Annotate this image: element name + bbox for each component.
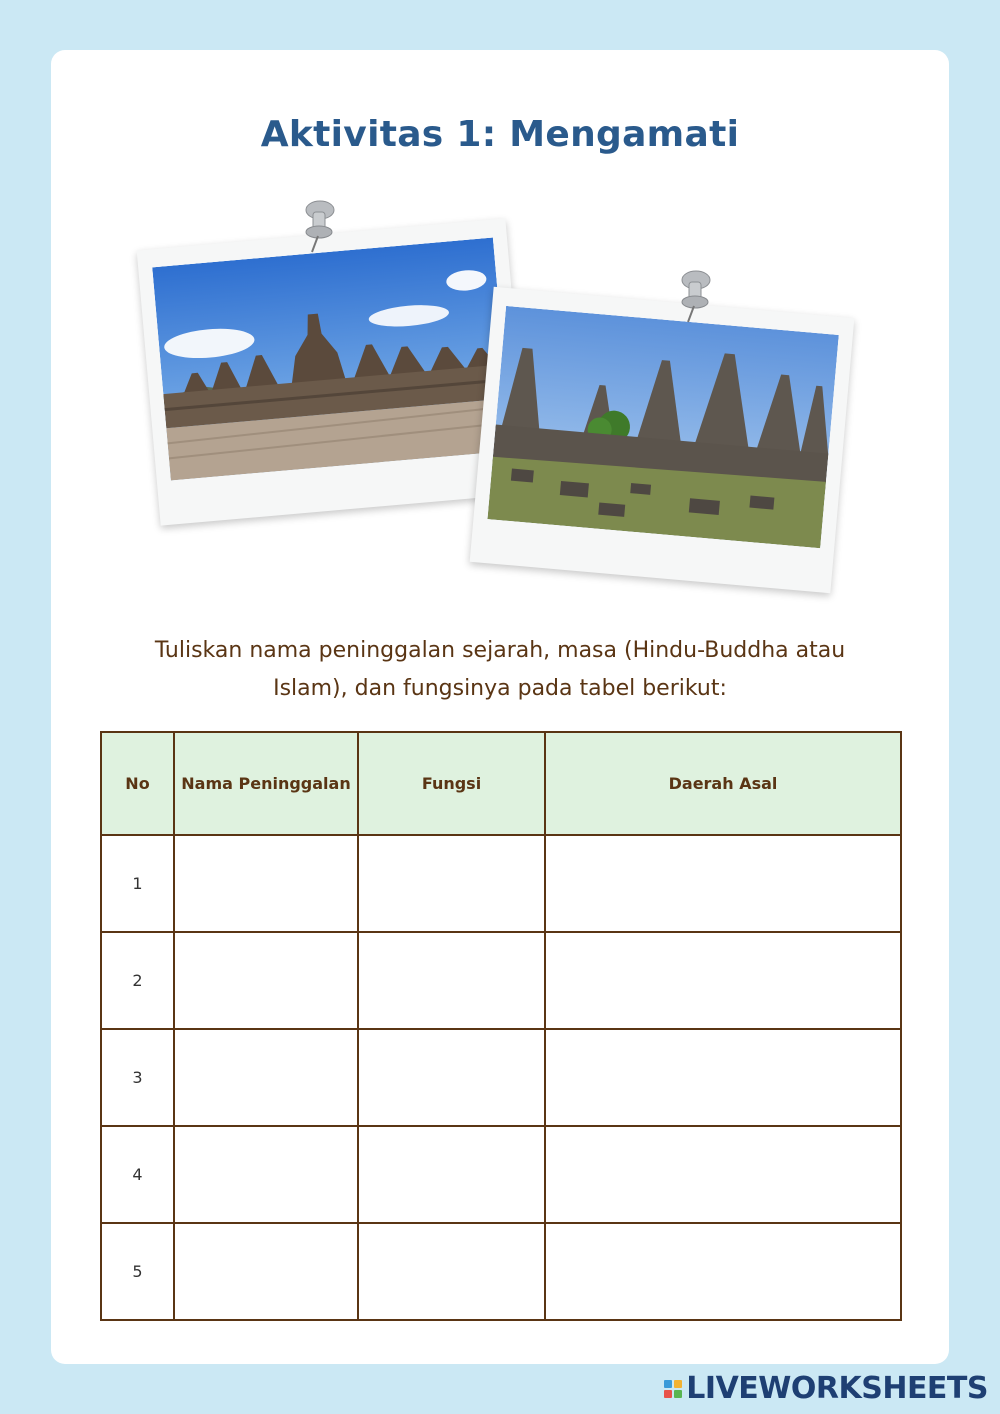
header-no: No xyxy=(101,732,174,835)
photo-prambanan xyxy=(470,287,855,594)
table-row xyxy=(101,1126,901,1223)
header-nama-peninggalan: Nama Peninggalan xyxy=(174,732,358,835)
liveworksheets-logo[interactable] xyxy=(664,1371,988,1406)
row-number: 5 xyxy=(101,1223,174,1320)
fungsi-cell[interactable] xyxy=(358,1029,545,1126)
photo-borobudur xyxy=(137,218,530,525)
daerah-asal-cell[interactable] xyxy=(545,1029,901,1126)
page-title: Aktivitas 1: Mengamati xyxy=(260,114,740,155)
nama-peninggalan-cell[interactable] xyxy=(174,932,358,1029)
daerah-asal-cell[interactable] xyxy=(545,932,901,1029)
instruction-line-1: Tuliskan nama peninggalan sejarah, masa (Hindu-Buddha atau xyxy=(154,638,846,663)
instruction-line-2: Islam), dan fungsinya pada tabel berikut: xyxy=(273,676,727,701)
fungsi-cell[interactable] xyxy=(358,1223,545,1320)
row-number: 1 xyxy=(101,835,174,932)
header-daerah-asal: Daerah Asal xyxy=(545,732,901,835)
header-fungsi: Fungsi xyxy=(358,732,545,835)
row-number: 4 xyxy=(101,1126,174,1223)
daerah-asal-cell[interactable] xyxy=(545,1223,901,1320)
fungsi-cell[interactable] xyxy=(358,932,545,1029)
row-number: 3 xyxy=(101,1029,174,1126)
fungsi-cell[interactable] xyxy=(358,1126,545,1223)
nama-peninggalan-cell[interactable] xyxy=(174,1126,358,1223)
table-row xyxy=(101,1223,901,1320)
daerah-asal-cell[interactable] xyxy=(545,835,901,932)
table-row xyxy=(101,932,901,1029)
nama-peninggalan-cell[interactable] xyxy=(174,1029,358,1126)
table-row xyxy=(101,1029,901,1126)
pushpin-icon xyxy=(296,196,340,256)
nama-peninggalan-cell[interactable] xyxy=(174,1223,358,1320)
daerah-asal-cell[interactable] xyxy=(545,1126,901,1223)
brand-name: LIVEWORKSHEETS xyxy=(686,1371,988,1406)
table-row xyxy=(101,835,901,932)
instruction-text xyxy=(110,632,890,708)
nama-peninggalan-cell[interactable] xyxy=(174,835,358,932)
answer-table xyxy=(100,731,902,1321)
row-number: 2 xyxy=(101,932,174,1029)
table-header-row xyxy=(101,732,901,835)
pushpin-icon xyxy=(672,266,716,326)
fungsi-cell[interactable] xyxy=(358,835,545,932)
liveworksheets-logo-icon xyxy=(664,1380,682,1398)
